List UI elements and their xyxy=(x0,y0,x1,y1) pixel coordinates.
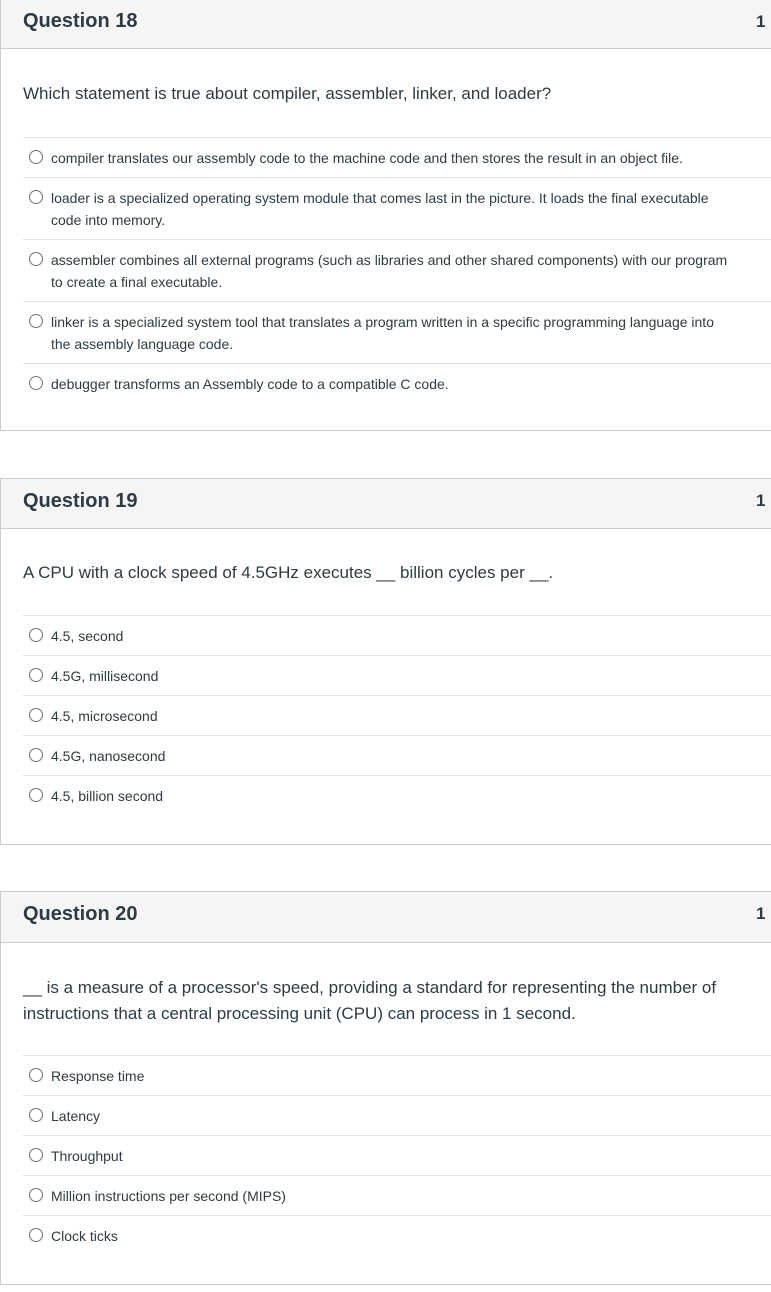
answer-option[interactable] xyxy=(23,177,771,239)
answer-list xyxy=(23,615,771,815)
radio-button[interactable] xyxy=(29,1228,43,1242)
answer-option[interactable] xyxy=(23,137,771,177)
radio-button[interactable] xyxy=(29,1188,43,1202)
answer-option[interactable] xyxy=(23,775,771,815)
answer-option[interactable] xyxy=(23,735,771,775)
answer-label: Response time xyxy=(51,1068,145,1084)
radio-button[interactable] xyxy=(29,1108,43,1122)
radio-button[interactable] xyxy=(29,668,43,682)
question-text: A CPU with a clock speed of 4.5GHz executes __ billion cycles per __. xyxy=(23,563,554,582)
question-19 xyxy=(0,478,771,845)
question-text: Which statement is true about compiler, assembler, linker, and loader? xyxy=(23,84,552,103)
question-18 xyxy=(0,0,771,431)
answer-label-continued: code into memory. xyxy=(51,212,166,228)
radio-button[interactable] xyxy=(29,1068,43,1082)
question-text-line: instructions that a central processing unit (CPU) can process in 1 second. xyxy=(23,1004,576,1023)
question-20 xyxy=(0,891,771,1285)
question-points: 1 xyxy=(756,12,766,31)
answer-option[interactable] xyxy=(23,655,771,695)
question-points: 1 xyxy=(756,904,766,923)
radio-button[interactable] xyxy=(29,314,43,328)
question-title: Question 20 xyxy=(23,903,138,925)
answer-label: 4.5G, millisecond xyxy=(51,668,159,684)
answer-label: Million instructions per second (MIPS) xyxy=(51,1188,286,1204)
question-header xyxy=(1,0,771,49)
radio-button[interactable] xyxy=(29,708,43,722)
question-points: 1 xyxy=(756,491,766,510)
answer-label-continued: the assembly language code. xyxy=(51,336,234,352)
answer-label: loader is a specialized operating system module that comes last in the picture. It loads the final executable xyxy=(51,190,709,206)
answer-label: 4.5, second xyxy=(51,628,124,644)
answer-label: 4.5G, nanosecond xyxy=(51,748,166,764)
radio-button[interactable] xyxy=(29,788,43,802)
radio-button[interactable] xyxy=(29,1148,43,1162)
radio-button[interactable] xyxy=(29,252,43,266)
answer-label: debugger transforms an Assembly code to a compatible C code. xyxy=(51,376,449,392)
answer-label: 4.5, microsecond xyxy=(51,708,158,724)
radio-button[interactable] xyxy=(29,628,43,642)
answer-option[interactable] xyxy=(23,1175,771,1215)
answer-label: assembler combines all external programs (such as libraries and other shared components) with our program xyxy=(51,252,728,268)
radio-button[interactable] xyxy=(29,150,43,164)
answer-option[interactable] xyxy=(23,1215,771,1255)
radio-button[interactable] xyxy=(29,748,43,762)
question-text-line: __ is a measure of a processor's speed, providing a standard for representing the number of xyxy=(23,978,717,997)
answer-option[interactable] xyxy=(23,1095,771,1135)
question-title: Question 18 xyxy=(23,10,138,32)
answer-option[interactable] xyxy=(23,1055,771,1095)
answer-label: linker is a specialized system tool that translates a program written in a specific programming language into xyxy=(51,314,714,330)
radio-button[interactable] xyxy=(29,376,43,390)
answer-option[interactable] xyxy=(23,363,771,403)
answer-list xyxy=(23,137,771,403)
answer-label: 4.5, billion second xyxy=(51,788,164,804)
question-text xyxy=(1,943,771,1055)
answer-option[interactable] xyxy=(23,695,771,735)
answer-option[interactable] xyxy=(23,239,771,301)
answer-option[interactable] xyxy=(23,615,771,655)
answer-label: Clock ticks xyxy=(51,1228,118,1244)
answer-label: Latency xyxy=(51,1108,101,1124)
answer-label-continued: to create a final executable. xyxy=(51,274,223,290)
answer-option[interactable] xyxy=(23,301,771,363)
radio-button[interactable] xyxy=(29,190,43,204)
answer-list xyxy=(23,1055,771,1255)
answer-label: Throughput xyxy=(51,1148,123,1164)
question-header xyxy=(1,479,771,529)
answer-option[interactable] xyxy=(23,1135,771,1175)
answer-label: compiler translates our assembly code to the machine code and then stores the result in an object file. xyxy=(51,150,683,166)
question-header xyxy=(1,892,771,943)
question-title: Question 19 xyxy=(23,490,138,512)
